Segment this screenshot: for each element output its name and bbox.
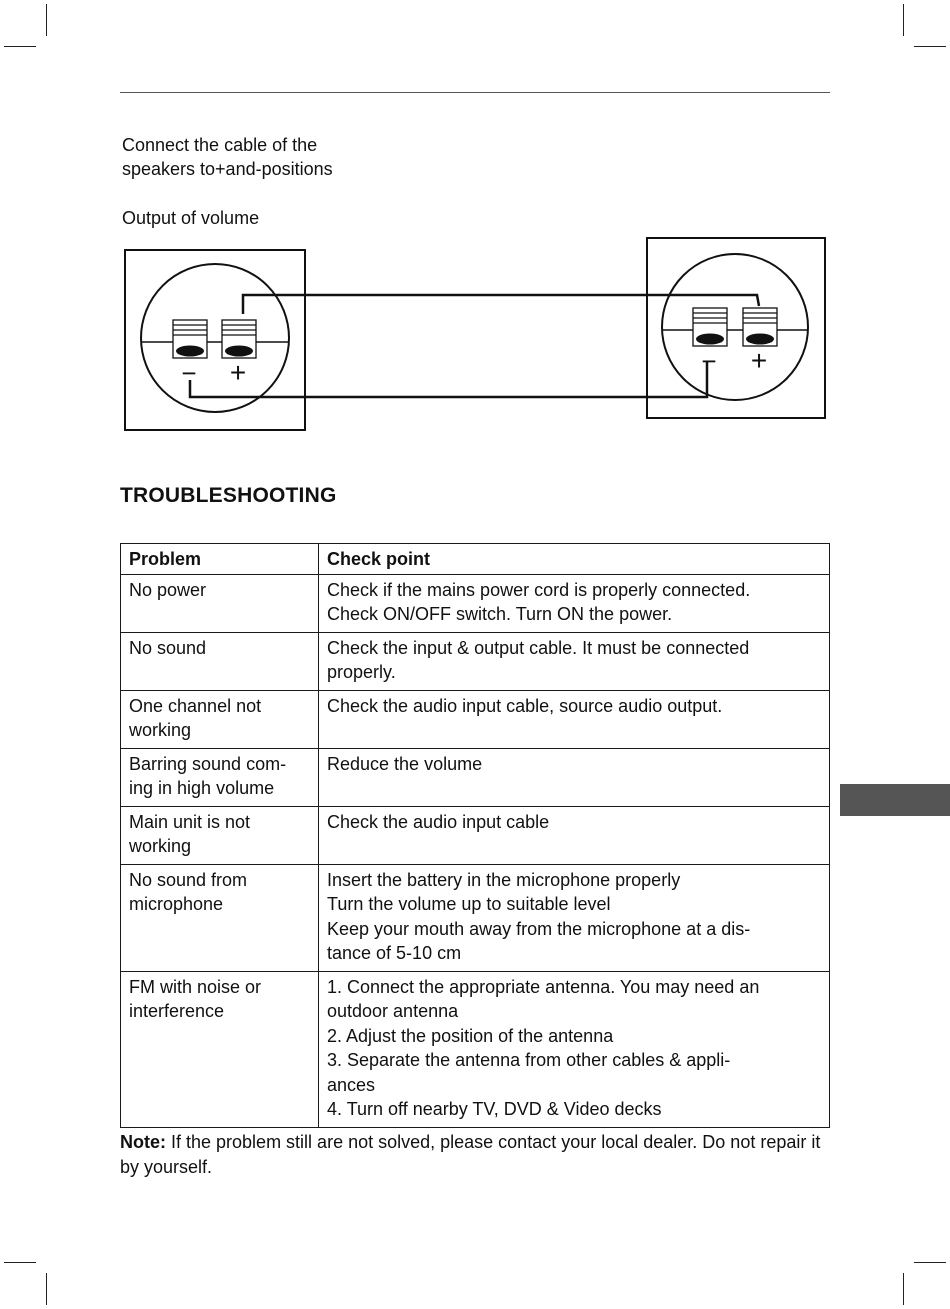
output-plus-label: + [229, 357, 247, 388]
output-label: Output of volume [122, 208, 260, 228]
note-label: Note: [120, 1132, 166, 1152]
intro-line: Connect the cable of the [122, 135, 318, 155]
output-terminals [173, 320, 256, 358]
problem-cell [121, 748, 319, 806]
check-point-line: 3. Separate the antenna from other cables & appli- [327, 1050, 731, 1070]
check-point-line: properly. [327, 662, 396, 682]
table-row [121, 864, 830, 971]
column-header-problem: Problem [121, 544, 319, 575]
positive-wire [243, 295, 759, 314]
output-minus-label: − [181, 358, 197, 388]
crop-mark [903, 4, 904, 36]
troubleshooting-heading: TROUBLESHOOTING [120, 484, 337, 507]
table-row [121, 690, 830, 748]
problem-line: FM with noise or [129, 976, 262, 997]
check-point-cell [319, 632, 830, 690]
speaker-terminal-box [647, 238, 825, 418]
problem-line: microphone [129, 894, 224, 914]
crop-mark [4, 46, 36, 47]
speaker-plus-label: + [750, 345, 768, 376]
check-point-line: tance of 5-10 cm [327, 943, 462, 963]
problem-line: Barring sound com- [129, 753, 287, 774]
check-point-line: 1. Connect the appropriate antenna. You may need an [327, 976, 760, 997]
crop-mark [46, 1273, 47, 1305]
table-row [121, 632, 830, 690]
crop-mark [46, 4, 47, 36]
problem-line: working [129, 720, 192, 740]
check-point-line: Turn the volume up to suitable level [327, 894, 611, 914]
troubleshooting-table [120, 543, 830, 1128]
check-point-line: 2. Adjust the position of the antenna [327, 1025, 614, 1046]
problem-cell [121, 632, 319, 690]
check-point-cell [319, 748, 830, 806]
problem-line: ing in high volume [129, 778, 275, 798]
problem-cell [121, 971, 319, 1127]
crop-mark [914, 46, 946, 47]
output-terminal-plate [141, 264, 289, 412]
header-rule [120, 92, 830, 93]
crop-mark [914, 1262, 946, 1263]
check-point-line: Check if the mains power cord is properly connected. [327, 579, 751, 600]
intro-text [122, 133, 333, 181]
table-header-row [121, 544, 830, 575]
speaker-terminals [693, 308, 777, 346]
problem-cell [121, 690, 319, 748]
check-point-cell [319, 864, 830, 971]
crop-mark [4, 1262, 36, 1263]
section-tab-marker [840, 784, 950, 816]
problem-line: interference [129, 1001, 225, 1021]
table-row [121, 748, 830, 806]
check-point-line: ances [327, 1074, 376, 1095]
check-point-line: outdoor antenna [327, 1001, 459, 1021]
problem-line: Main unit is not [129, 811, 251, 832]
problem-line: working [129, 836, 192, 856]
check-point-cell [319, 574, 830, 632]
check-point-line: Reduce the volume [327, 753, 483, 774]
problem-line: One channel not [129, 695, 262, 716]
column-header-check-point: Check point [319, 544, 830, 575]
negative-wire [190, 362, 707, 397]
check-point-line: Keep your mouth away from the microphone at a dis- [327, 918, 751, 939]
problem-cell [121, 806, 319, 864]
check-point-cell [319, 971, 830, 1127]
speaker-wiring-diagram [0, 230, 950, 440]
problem-cell [121, 574, 319, 632]
table-row [121, 971, 830, 1127]
note-text: If the problem still are not solved, please contact your local dealer. Do not repair it by yourself. [120, 1132, 821, 1177]
check-point-line: Check ON/OFF switch. Turn ON the power. [327, 604, 673, 624]
crop-mark [903, 1273, 904, 1305]
table-row [121, 806, 830, 864]
check-point-cell [319, 690, 830, 748]
speaker-terminal-plate [662, 254, 808, 400]
output-terminal-box [125, 250, 305, 430]
table-row [121, 574, 830, 632]
check-point-line: 4. Turn off nearby TV, DVD & Video decks [327, 1099, 662, 1119]
note-paragraph [120, 1130, 830, 1180]
problem-line: No sound from [129, 869, 248, 890]
intro-line: speakers to+and-positions [122, 159, 333, 179]
check-point-line: Check the audio input cable, source audio output. [327, 695, 723, 716]
problem-cell [121, 864, 319, 971]
check-point-cell [319, 806, 830, 864]
check-point-line: Check the input & output cable. It must be connected [327, 637, 750, 658]
problem-line: No sound [129, 637, 207, 658]
check-point-line: Insert the battery in the microphone properly [327, 869, 681, 890]
problem-line: No power [129, 579, 207, 600]
speaker-minus-label: − [701, 346, 717, 376]
check-point-line: Check the audio input cable [327, 811, 550, 832]
